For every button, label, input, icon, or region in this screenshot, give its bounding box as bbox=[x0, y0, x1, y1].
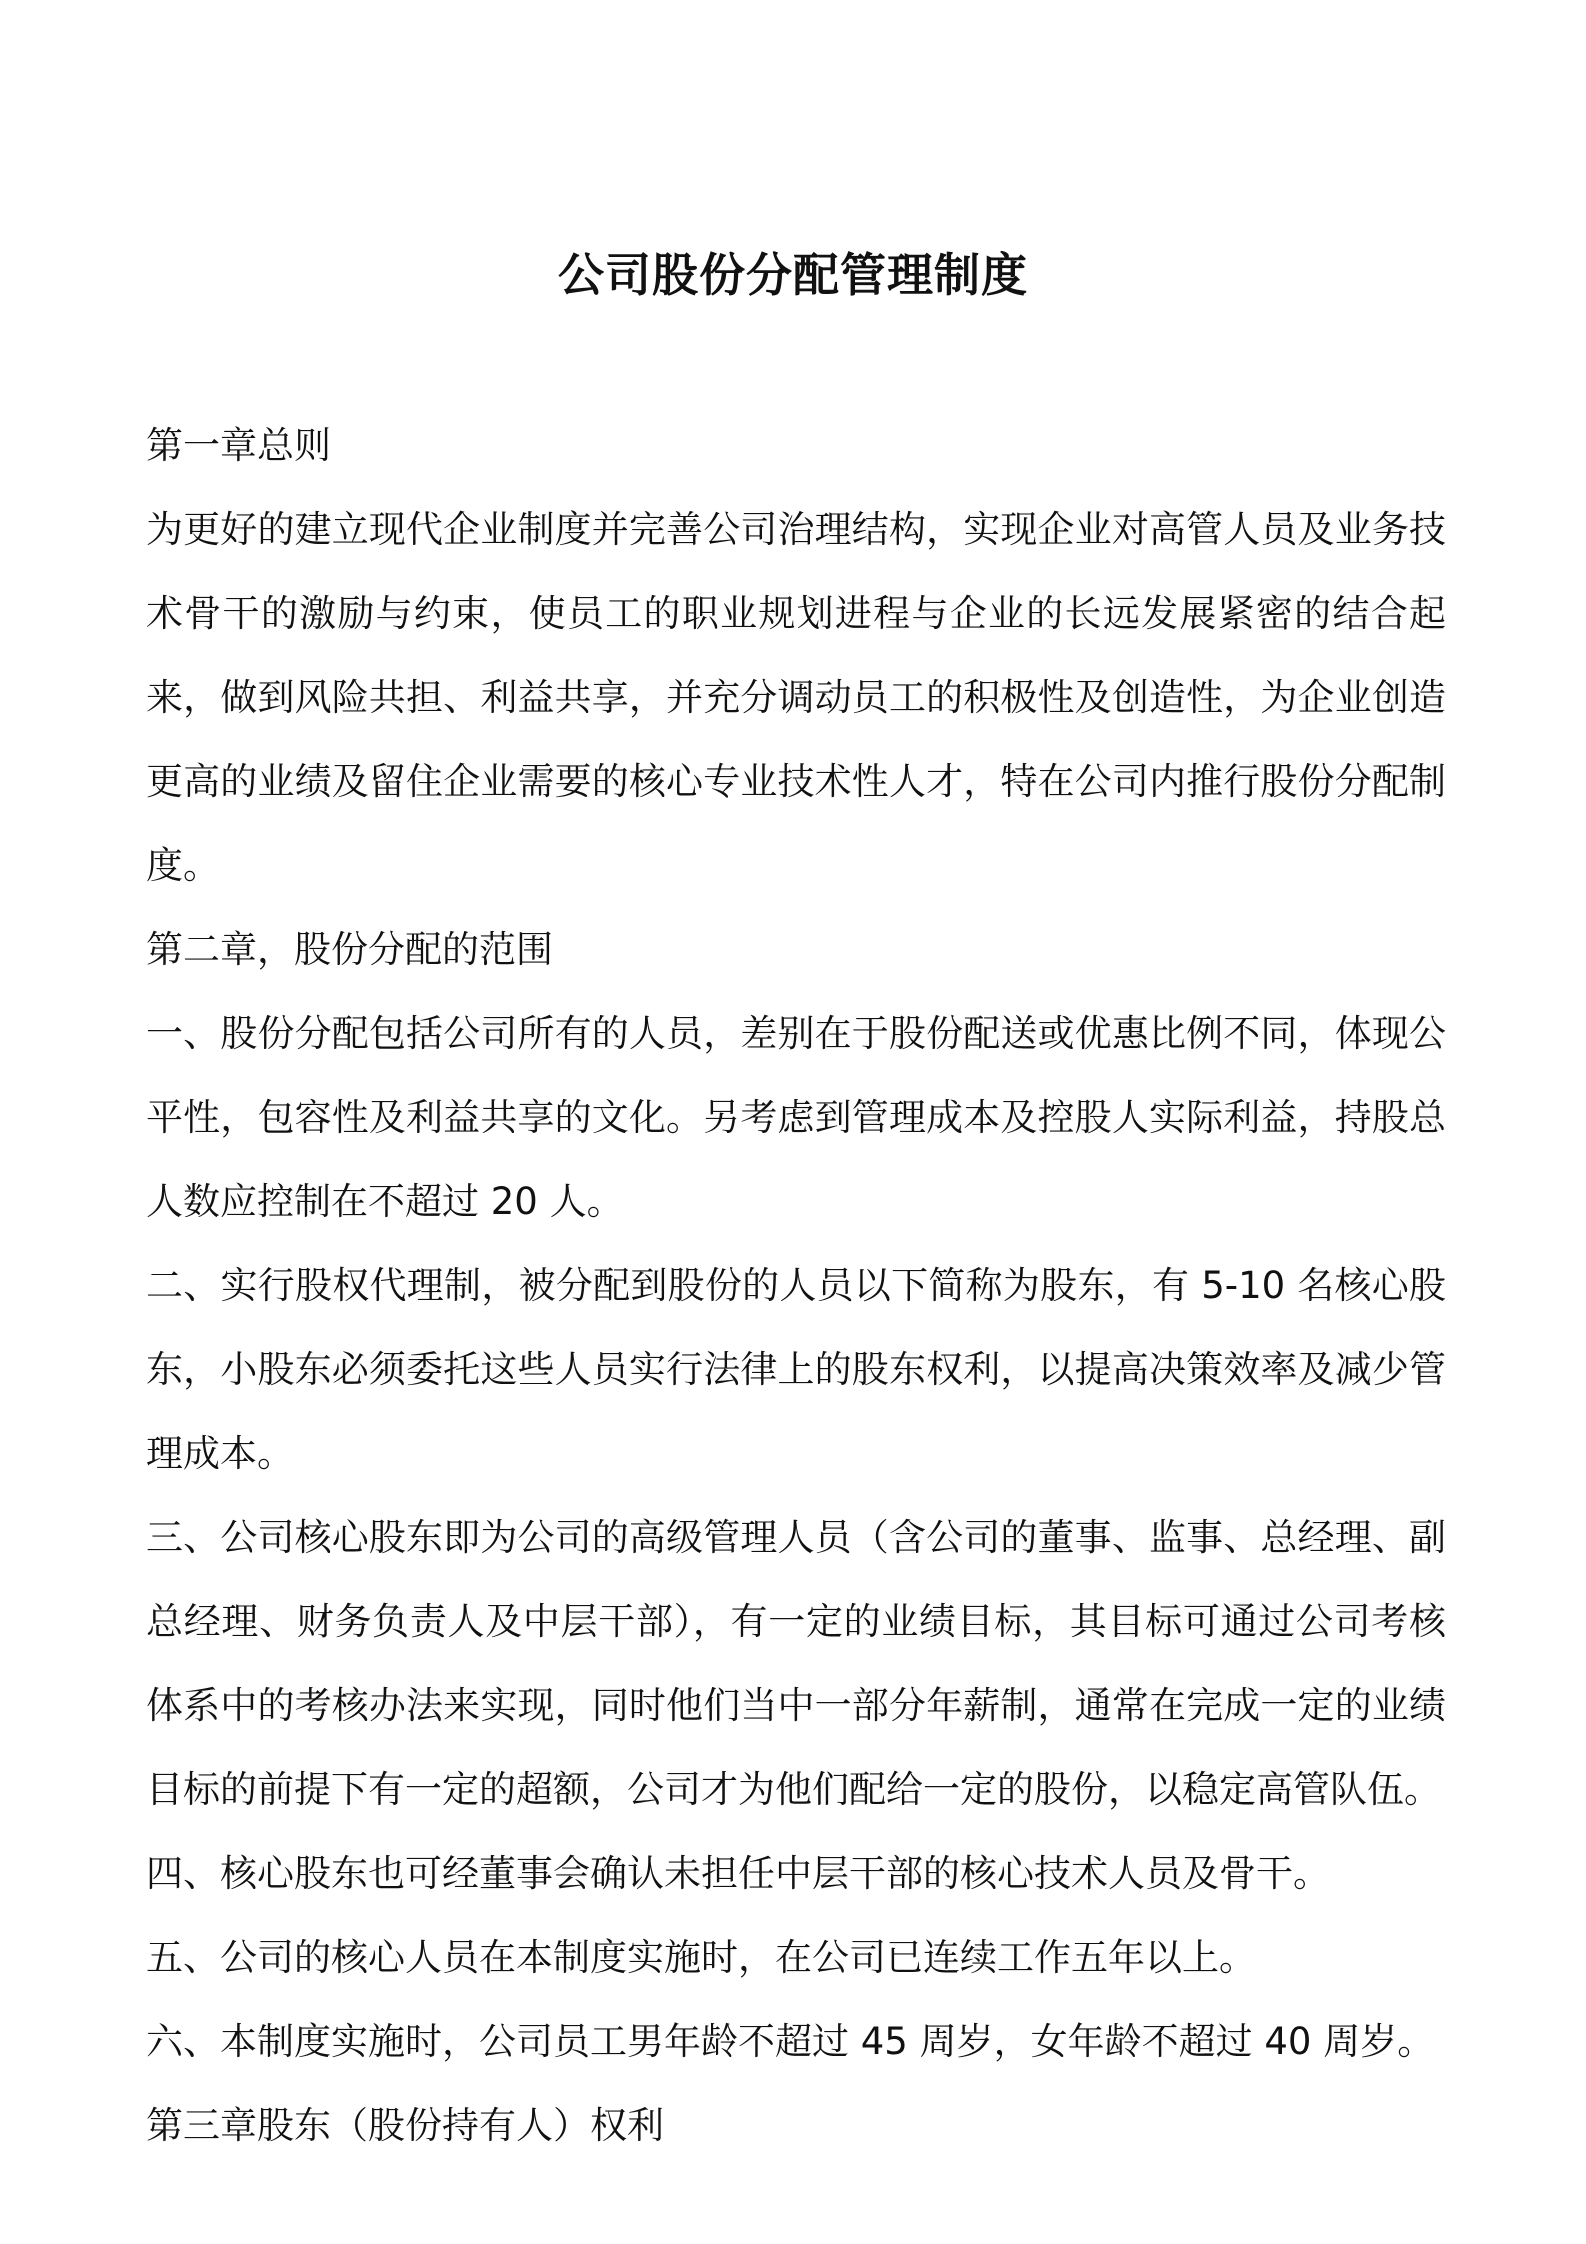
chapter-1-heading: 第一章总则 bbox=[146, 424, 331, 467]
chapter-1-paragraph: 为更好的建立现代企业制度并完善公司治理结构，实现企业对高管人员及业务技术骨干的激励与约束，使员工的职业规划进程与企业的长远发展紧密的结合起来，做到风险共担、利益共享，并充分调动员工的积极性及创造性，为企业创造更高的业绩及留住企业需要的核心专业技术性人才，特在公司内推行股份分配制度。 bbox=[146, 508, 1446, 887]
chapter-2-item-6: 六、本制度实施时，公司员工男年龄不超过 45 周岁，女年龄不超过 40 周岁。 bbox=[146, 2020, 1435, 2063]
chapter-2-heading: 第二章，股份分配的范围 bbox=[146, 928, 553, 971]
chapter-2-item-2: 二、实行股权代理制，被分配到股份的人员以下简称为股东，有 5-10 名核心股东，小股东必须委托这些人员实行法律上的股东权利，以提高决策效率及减少管理成本。 bbox=[146, 1264, 1446, 1475]
chapter-2-item-4: 四、核心股东也可经董事会确认未担任中层干部的核心技术人员及骨干。 bbox=[146, 1852, 1330, 1895]
chapter-2-item-5: 五、公司的核心人员在本制度实施时，在公司已连续工作五年以上。 bbox=[146, 1936, 1256, 1979]
document-title: 公司股份分配管理制度 bbox=[558, 247, 1028, 302]
document-body bbox=[146, 404, 1446, 2168]
chapter-2-item-1: 一、股份分配包括公司所有的人员，差别在于股份配送或优惠比例不同，体现公平性，包容性及利益共享的文化。另考虑到管理成本及控股人实际利益，持股总人数应控制在不超过 20 人。 bbox=[146, 1012, 1446, 1223]
chapter-2-item-3: 三、公司核心股东即为公司的高级管理人员（含公司的董事、监事、总经理、副总经理、财务负责人及中层干部），有一定的业绩目标，其目标可通过公司考核体系中的考核办法来实现，同时他们当中一部分年薪制，通常在完成一定的业绩目标的前提下有一定的超额，公司才为他们配给一定的股份，以稳定高管队伍。 bbox=[146, 1516, 1446, 1811]
chapter-3-heading: 第三章股东（股份持有人）权利 bbox=[146, 2104, 664, 2147]
